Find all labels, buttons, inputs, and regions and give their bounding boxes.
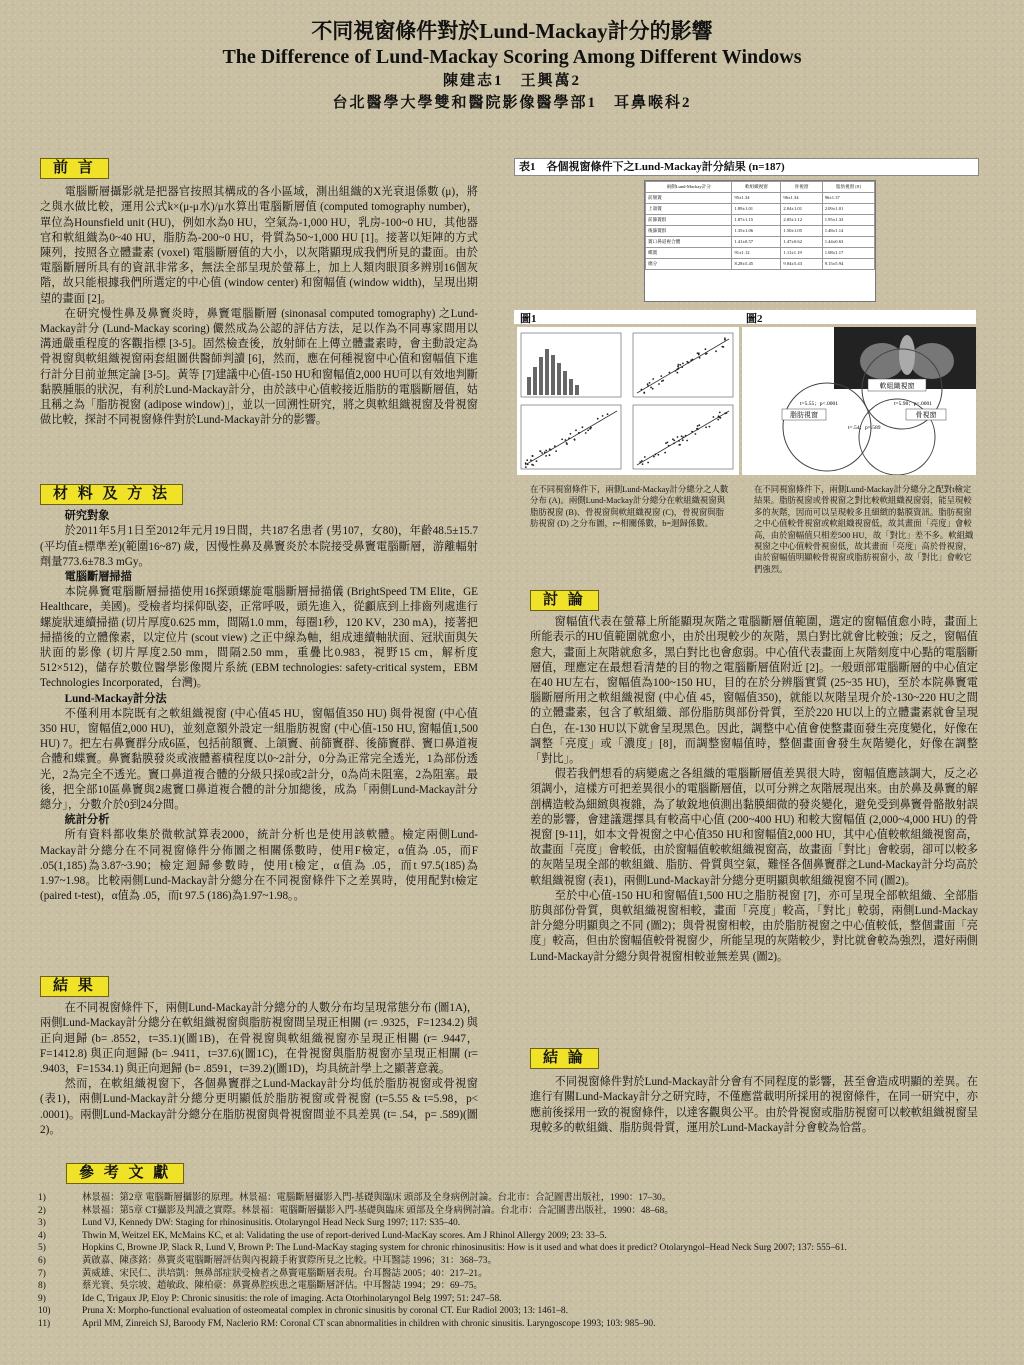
scatter-dot (724, 412, 726, 414)
figure-2-caption: 在不同視窗條件下，兩側Lund-Mackay計分總分之配對t檢定結果。脂肪視窗或骨視窗之對比較軟組織視窗弱，能呈現較多的灰階，因而可以呈現較多且細緻的黏膜資訊。脂肪視窗之中心值較骨視窗或軟組織視窗低，故其畫面「亮度」會較高，由於窗幅值只相差500 HU，故「對比」差不多。軟組織視窗之中心值較骨視窗低，故其畫面「亮度」高於骨視窗，由於窗幅值明顯較骨視窗或脂肪視窗小，故「對比」會較它們強烈。 (754, 485, 974, 574)
scatter-dot (566, 442, 568, 444)
scatter-dot (602, 415, 604, 417)
reference-item: 7) 黃威雄、宋民仁、洪培凱：無鼻部症狀受檢者之鼻竇電腦斷層表現。台耳醫誌 2005；40：217–21。 (38, 1268, 488, 1279)
scatter-dot (675, 370, 677, 372)
table-1 (644, 180, 876, 302)
table-cell: 96±1.37 (822, 193, 874, 204)
scatter-dot (525, 466, 527, 468)
discussion-section (530, 590, 978, 965)
scatter-dot (679, 364, 681, 366)
scatter-dot (682, 363, 684, 365)
scatter-dot (650, 387, 652, 389)
scatter-dot (698, 354, 700, 356)
venn-label-bone: 骨視窗 (915, 411, 937, 419)
scatter-dot (685, 435, 687, 437)
table-cell: 上頜竇 (646, 204, 732, 215)
table-cell: 9.15±5.94 (822, 259, 874, 270)
methods-subheading-stats: 統計分析 (64, 814, 110, 827)
poster-header (0, 18, 1024, 114)
results-heading: 結 果 (40, 976, 109, 997)
table-cell: 1.87±1.15 (732, 215, 781, 226)
table-cell: 後篩竇群 (646, 226, 732, 237)
figure-1-graphic (517, 327, 739, 475)
table-row (646, 193, 875, 204)
results-paragraph-2: 然而，在軟組織視窗下，各個鼻竇群之Lund-Mackay計分均低於脂肪視窗或骨視窗 (表1)，兩側Lund-Mackay計分總分更明顯低於脂肪視窗或骨視窗 (t=5.55 & t=5.98，p< .0001)。兩側Lund-Mackay計分總分在脂肪視窗與骨視窗間並不具差異 (t= .54，p= .589)(圖2)。 (40, 1078, 478, 1136)
affiliation: 台北醫學大學雙和醫院影像醫學部1 耳鼻喉科2 (332, 95, 692, 111)
scatter-dot (549, 454, 551, 456)
methods-section (40, 484, 478, 904)
scatter-dot (682, 436, 684, 438)
table-cell: 9.04±5.43 (781, 259, 822, 270)
reference-item: 2) 林景福：第5章 CT攝影及判讀之實際。林景福：電腦斷層攝影入門-基礎與臨床 頭部及全身病例討論。台北市：合記圖書出版社，1990：48–68。 (38, 1205, 674, 1216)
scatter-dot (647, 383, 649, 385)
table-cell: 竇口鼻道複合體 (646, 237, 732, 248)
figure-1-panels (517, 327, 739, 475)
methods-subheading-scoring: Lund-Mackay計分法 (64, 692, 167, 705)
table-cell: 95±1.34 (732, 193, 781, 204)
scatter-dot (655, 454, 657, 456)
scatter-dot (639, 461, 641, 463)
intro-heading: 前 言 (40, 158, 109, 179)
discussion-paragraph-3: 至於中心值-150 HU和窗幅值1,500 HU之脂肪視窗 [7]，亦可呈現全部軟組織、全部脂肪與部份骨質，與軟組織視窗相較，畫面「亮度」較高，「對比」較弱，兩側Lund-Mackay計分總分明顯與之不同 (圖2)；與骨視窗相較，由於脂肪視窗之中心值較低，整個畫面「亮度」較高，但由於窗幅值較骨視窗少，所能呈現的灰階較少，對比就會較為強烈，還好兩側Lund-Mackay計分總分與骨視窗相較並無差異 (圖2)。 (530, 889, 978, 963)
scatter-dot (561, 438, 563, 440)
table-1-title: 表1 各個視窗條件下之Lund-Mackay計分結果 (n=187) (514, 158, 979, 176)
reference-item: 6) 黃啟嘉、陳彥銘：鼻竇炎電腦斷層評估與內視鏡手術實際所見之比較。中耳醫誌 1996；31：368–73。 (38, 1255, 497, 1266)
scatter-dot (673, 443, 675, 445)
table-header: 骨視窗 (781, 182, 822, 193)
venn-stat-3: t=.54；p=.589 (848, 425, 881, 431)
conclusion-paragraph: 不同視窗條件對於Lund-Mackay計分會有不同程度的影響，甚至會造成明顯的差異。在進行有關Lund-Mackay計分之研究時，不僅應當載明所採用的視窗條件，在同一研究中，亦應前後採用一致的視窗條件，以達客觀與公平。由於骨視窗或脂肪視窗可以較軟組織視窗呈現較多的軟組織、脂肪與骨質，運用於Lund-Mackay計分會較為恰當。 (530, 1076, 978, 1134)
reference-item: 4) Thwin M, Weitzel EK, McMains KC, et al: Validating the use of report-derived Lund-MacKay scores. Am J Rhinol Allergy 2009; 23: 33–5. (38, 1230, 607, 1241)
discussion-paragraph-2: 假若我們想看的病變處之各組織的電腦斷層值差異很大時，窗幅值應該調大，反之必須調小，這樣方可把差異很小的電腦斷層值，以可分辨之灰階展現出來。由於鼻及鼻竇的解剖構造較為細緻與複雜，為了敏銳地偵測出黏膜細微的發炎變化，避免受到鼻竇骨骼散射誤差的影響，會建議選擇具有較高中心值 (200~400 HU) 和較大窗幅值 (2,000~4,000 HU) 的骨視窗 [9-11]，如本文骨視窗之中心值350 HU和窗幅值2,000 HU，其中心值較軟組織視窗高，故畫面「亮度」會較低，由於窗幅值較軟組織視窗高，故畫面「對比」會較弱，卻可以較多的灰階呈現全部的軟組織、脂肪、骨質與空氣，難怪各個鼻竇群之Lund-Mackay計分均高於軟組織視窗 (表1)，兩側Lund-Mackay計分總分更明顯與軟組織視窗不同 (圖2)。 (530, 768, 978, 887)
scatter-dot (709, 426, 711, 428)
title-english: The Difference of Lund-Mackay Scoring Among Different Windows (222, 46, 802, 68)
reference-item: 5) Hopkins C, Browne JP, Slack R, Lund V, Brown P: The Lund-MacKay staging system for chronic rhinosinusitis: How is it used and what does it predict? Otolaryngol–Head Neck Surg 2007; 137: 555–61. (38, 1243, 847, 1254)
results-section (40, 976, 478, 1138)
figure-label-bar (514, 310, 976, 324)
scatter-dot (718, 417, 720, 419)
scatter-dot (705, 348, 707, 350)
venn-label-soft: 軟組織視窗 (879, 382, 915, 390)
reference-item: 9) Ide C, Trigaux JP, Eloy P: Chronic sinusitis: the role of imaging. Acta Otorhinolaryngol Belg 1997; 51: 247–58. (38, 1293, 502, 1304)
scatter-dot (554, 445, 556, 447)
scatter-dot (717, 419, 719, 421)
venn-label-fat: 脂肪視窗 (790, 411, 818, 419)
scatter-dot (669, 372, 671, 374)
table-cell: 1.35±1.06 (732, 226, 781, 237)
scatter-dot (678, 367, 680, 369)
scatter-dot (644, 456, 646, 458)
title-chinese: 不同視窗條件對於Lund-Mackay計分的影響 (311, 19, 713, 43)
table-cell: 1.89±1.01 (732, 204, 781, 215)
scatter-dot (531, 464, 533, 466)
scatter-dot (695, 433, 697, 435)
scatter-dot (641, 389, 643, 391)
scatter-dot (705, 353, 707, 355)
scatter-dot (525, 462, 527, 464)
scatter-dot (692, 359, 694, 361)
table-cell: 2.09±1.01 (822, 204, 874, 215)
table-cell: 8.28±5.45 (732, 259, 781, 270)
scatter-dot (642, 463, 644, 465)
scatter-dot (649, 382, 651, 384)
table-cell: 1.44±0.63 (822, 237, 874, 248)
venn-stat-1: t=5.55；p<.0001 (800, 401, 838, 407)
scatter-dot (652, 388, 654, 390)
scatter-dot (578, 432, 580, 434)
scatter-dot (590, 427, 592, 429)
scatter-dot (652, 378, 654, 380)
figure-2-label: 圖2 (746, 313, 763, 325)
scatter-dot (549, 448, 551, 450)
scatter-dot (544, 451, 546, 453)
methods-paragraph-scoring: 不僅利用本院既有之軟組織視窗 (中心值45 HU，窗幅值350 HU) 與骨視窗 (中心值350 HU，窗幅值2,000 HU)，並刻意額外設定一組脂肪視窗 (中心值-150 HU, 窗幅值1,500 HU) 7。把左右鼻竇群分成6區，包括前額竇、上頜竇、前篩竇群、後篩竇群、竇口鼻道複合體和蝶竇。鼻竇黏膜發炎或液體蓄積程度以0~2計分，0分為正常完全透光，1為部份透光，2為完全不透光。竇口鼻道複合體的分級只採0或2計分，0為尚未阻塞，2為阻塞。最後，把全部10區鼻竇與2處竇口鼻道複合體的計分加總後，成為「兩側Lund-Mackay計分總分」，分數介於0到24分間。 (40, 707, 478, 812)
results-paragraph-1: 在不同視窗條件下，兩側Lund-Mackay計分總分的人數分布均呈現常態分布 (圖1A)，兩側Lund-Mackay計分總分在軟組織視窗與脂肪視窗間呈現正相關 (r= .9325，F=1234.2) 與正向迴歸 (b= .8552，t=35.1)(圖1B)，在骨視窗與軟組織視窗亦呈現正相關 (r= .9447，F=1412.8) 與正向迴歸 (b= .9411，t=37.6)(圖1C)，在骨視窗與脂肪視窗亦呈現正相關 (r= .9403，F=1534.1) 與正向迴歸 (b= .8591，t=39.2)(圖1D)，均具統計學上之顯著意義。 (40, 1002, 478, 1076)
scatter-dot (647, 462, 649, 464)
scatter-dot (575, 429, 577, 431)
scatter-dot (678, 364, 680, 366)
table-cell: 1.41±0.57 (732, 237, 781, 248)
methods-paragraph-ct: 本院鼻竇電腦斷層掃描使用16探頭螺旋電腦斷層掃描儀 (BrightSpeed TM Elite，GE Healthcare，美國)。受檢者均採仰臥姿，正常呼吸，頭先進入，從顱底到上排齒列處進行螺旋狀連續掃描 (切片厚度0.625 mm，間隔1.0 mm，每圈1秒，120 KV，230 mA)，接著把掃描後的立體像素，以定位片 (scout view) 之正中線為軸，組成連續軸狀面、冠狀面與矢狀面的影像 (切片厚度2.50 mm，間隔2.50 mm，重疊比0.983，視野15 cm，解析度512×512)，儲存於數位醫學影像閱片系統 (EBM technologies: safety-critical system，EBM Technologies Incorporated，台灣)。 (40, 586, 478, 690)
scatter-dot (698, 424, 700, 426)
scatter-dot (539, 450, 541, 452)
scatter-dot (526, 459, 528, 461)
scatter-dot (677, 365, 679, 367)
scatter-dot (574, 439, 576, 441)
intro-section (40, 158, 478, 428)
scatter-dot (607, 413, 609, 415)
figure-2-graphic (742, 327, 976, 475)
table-cell: 1.11±1.19 (781, 248, 822, 259)
scatter-dot (532, 455, 534, 457)
scatter-dot (724, 339, 726, 341)
scatter-dot (691, 431, 693, 433)
methods-paragraph-stats: 所有資料都收集於微軟試算表2000，統計分析也是使用該軟體。檢定兩側Lund-Mackay計分總分在不同視窗條件分佈圖之相關係數時，使用F檢定，α值為 .05，而F .05(1,185)為3.87~3.90；檢定迴歸參數時，使用t檢定，α值為 .05，而t 97.5(185)為1.97~1.98。比較兩側Lund-Mackay計分總分在不同視窗條件下之差異時，使用配對t檢定 (paired t-test)，α值為 .05，而t 97.5 (186)為1.97~1.98。。 (40, 829, 478, 903)
scatter-dot (587, 429, 589, 431)
discussion-paragraph-1: 窗幅值代表在螢幕上所能顯現灰階之電腦斷層值範圍，選定的窗幅值愈小時，畫面上所能表示的HU值範圍就愈小，由於出現較少的灰階，黑白對比就會比較強；反之，窗幅值愈大，畫面上灰階就愈多，黑白對比也會愈弱。中心值代表畫面上灰階刻度中心點的電腦斷層值，理應定在最想看清楚的目的物之電腦斷層值附近 [2]。一般頭部電腦斷層的中心值定在40 HU左右，窗幅值為100~150 HU，目的在於分辨腦實質 (25~35 HU)，至於本院鼻竇電腦斷層所用之軟組織視窗 (中心值 45，窗幅值350)，就能以灰階呈現介於-130~220 HU之間的立體畫素，包含了軟組織、部份脂肪與部份骨質，至於220 HU以上的立體畫素就會呈現白色，在-130 HU以下就會呈現黑色。因此，調整中心值會使整畫面發生亮度變化，好像在調整「亮度」或「濃度」[8]，而調整窗幅值時，整個畫面會發生灰階變化，好像在調整「對比」。 (530, 616, 978, 766)
intro-paragraph-1: 電腦斷層攝影就是把器官按照其構成的各小區域，測出組織的X光衰退係數 (μ)，將之與水做比較，運用公式k×(μ-μ水)/μ水算出電腦斷層值 (computed tomography number)，單位為Hounsfield unit (HU)，例如水為0 HU，空氣為-1,000 HU，乳房-100~0 HU，其他器官和軟組織為0~40 HU，脂肪為-200~0 HU，骨質為50~1,000 HU [1]。接著以矩陣的方式陳列，按照各立體畫素 (voxel) 電腦斷層值的大小，以灰階顯現成我們所見的畫面。由於電腦斷層所具有的資訊非常多，無法全部呈現於螢幕上，加上人類肉眼頂多辨別16個灰階，故只能根據我們所選定的中心值 (window center) 和窗幅值 (window width)，呈現出期望的畫面 [2]。 (40, 186, 478, 305)
scatter-dot (715, 350, 717, 352)
scatter-dot (713, 416, 715, 418)
scatter-dot (667, 442, 669, 444)
scatter-dot (658, 383, 660, 385)
scatter-dot (545, 455, 547, 457)
table-row (646, 259, 875, 270)
methods-paragraph-subjects: 於2011年5月1日至2012年元月19日間，共187名患者 (男107，女80)，年齡48.5±15.7 (平均值±標準差)(範圍16~87) 歲，因慢性鼻及鼻竇炎於本院接受鼻竇電腦斷層，游離輻射劑量773.6±78.3 mGy。 (40, 525, 478, 568)
scatter-dot (696, 428, 698, 430)
scatter-dot (660, 375, 662, 377)
scatter-dot (541, 452, 543, 454)
references-list (38, 1192, 978, 1331)
scatter-dot (661, 380, 663, 382)
reference-item: 11) April MM, Zinreich SJ, Baroody FM, Naclerio RM: Coronal CT scan abnormalities in children with chronic sinusitis. Laryngoscope 1993; 103: 985–90. (38, 1318, 656, 1329)
intro-paragraph-2: 在研究慢性鼻及鼻竇炎時，鼻竇電腦斷層 (sinonasal computed tomography) 之Lund-Mackay計分 (Lund-Mackay scoring) 儼然成為公認的評估方法，足以作為不同專家間用以溝通嚴重程度的客觀指標 [3-5]。固然檢查後，放射師在上傳立體畫素時，會主動設定為骨視窗與軟組織視窗兩套組圖供醫師判讀 [6]，然而，應在何種視窗中心值和窗幅值下進行計分目前並無定論 [3-5]。黃等 [7]建議中心值-150 HU和窗幅值2,000 HU可以有效地判斷黏膜腫脹的狀況，有利於Lund-Mackay計分，由於該中心值較接近脂肪的電腦斷層值，姑且稱之為「脂肪視窗 (adipose window)」，並以一回溯性研究，將之與軟組織視窗及骨視窗做比較，探討不同視窗條件對於Lund-Mackay計分的影響。 (40, 307, 478, 427)
scatter-dot (568, 437, 570, 439)
scatter-dot (643, 392, 645, 394)
scatter-dot (677, 372, 679, 374)
conclusion-heading: 結 論 (530, 1048, 599, 1069)
figure-1-caption: 在不同視窗條件下，兩側Lund-Mackay計分總分之人數分布 (A)。兩側Lund-Mackay計分總分在軟組織視窗與脂肪視窗 (B)、骨視窗與軟組織視窗 (C)，骨視窗與脂肪視窗 (D) 之分布圖，r=相關係數，b=迴歸係數。 (530, 485, 729, 529)
scatter-dot (686, 361, 688, 363)
scatter-dot (681, 435, 683, 437)
scatter-dot (545, 450, 547, 452)
table-cell: 91±1.12 (732, 248, 781, 259)
scatter-dot (565, 439, 567, 441)
table-cell: 總分 (646, 259, 732, 270)
table-row (646, 248, 875, 259)
table-cell: 1.47±0.62 (781, 237, 822, 248)
scatter-dot (570, 433, 572, 435)
methods-heading: 材 料 及 方 法 (40, 484, 183, 505)
figure-2-panel (742, 327, 976, 475)
reference-item: 8) 蔡光寰、吳宗坡、趙敏政、陳柏豪：鼻竇鼻腔疾患之電腦斷層評估。中耳醫誌 1994；29：69–75。 (38, 1281, 483, 1292)
scatter-dot (585, 432, 587, 434)
scatter-dot (664, 452, 666, 454)
scatter-dot (530, 459, 532, 461)
scatter-dot (719, 412, 721, 414)
table-header: 兩側Lund-Mackay計分 (646, 182, 732, 193)
table-header: 脂肪視窗 [8] (822, 182, 874, 193)
methods-subheading-subjects: 研究對象 (64, 510, 110, 523)
discussion-heading: 討 論 (530, 590, 599, 611)
table-header: 軟組織視窗 (732, 182, 781, 193)
scatter-dot (597, 418, 599, 420)
table-1-grid (645, 181, 875, 270)
table-cell: 1.48±1.14 (822, 226, 874, 237)
methods-subheading-ct: 電腦斷層掃描 (64, 571, 132, 584)
table-row (646, 237, 875, 248)
reference-item: 1) 林景福：第2章 電腦斷層攝影的原理。林景福：電腦斷層攝影入門-基礎與臨床 頭部及全身病例討論。台北市：合記圖書出版社，1990：17–30。 (38, 1193, 672, 1203)
scatter-dot (721, 346, 723, 348)
scatter-dot (555, 450, 557, 452)
scatter-dot (641, 460, 643, 462)
table-cell: 1.95±1.33 (822, 215, 874, 226)
table-row (646, 204, 875, 215)
scatter-dot (681, 366, 683, 368)
table-cell: 前篩竇群 (646, 215, 732, 226)
venn-stat-2: t=5.98；p<.0001 (894, 401, 932, 407)
scatter-dot (647, 385, 649, 387)
authors: 陳建志1 王興萬2 (442, 73, 581, 89)
reference-item: 3) Lund VJ, Kennedy DW: Staging for rhinosinusitis. Otolaryngol Head Neck Surg 1997; 117: S35–40. (38, 1218, 461, 1229)
scatter-dot (679, 444, 681, 446)
scatter-dot (653, 456, 655, 458)
table-cell: 1.50±1.05 (781, 226, 822, 237)
scatter-dot (686, 440, 688, 442)
scatter-dot (677, 436, 679, 438)
scatter-dot (536, 460, 538, 462)
conclusion-section (530, 1048, 978, 1136)
figure-1-label: 圖1 (520, 313, 537, 325)
references-heading: 參 考 文 獻 (66, 1163, 184, 1184)
scatter-dot (682, 439, 684, 441)
scatter-dot (705, 426, 707, 428)
table-cell: 前額竇 (646, 193, 732, 204)
table-cell: 蝶竇 (646, 248, 732, 259)
scatter-dot (668, 445, 670, 447)
table-row (646, 226, 875, 237)
scatter-dot (673, 440, 675, 442)
table-cell: 2.05±1.12 (781, 215, 822, 226)
scatter-dot (527, 464, 529, 466)
scatter-dot (658, 454, 660, 456)
scatter-dot (672, 438, 674, 440)
reference-item: 10) Pruna X: Morpho-functional evaluation of osteomeatal complex in chronic sinusitis by coronal CT. Eur Radiol 2003; 13: 1461–8. (38, 1306, 568, 1317)
scatter-dot (582, 426, 584, 428)
table-row (646, 215, 875, 226)
scatter-dot (678, 440, 680, 442)
table-cell: 2.04±1.01 (781, 204, 822, 215)
table-cell: 1.08±1.17 (822, 248, 874, 259)
references-heading-wrap (66, 1163, 266, 1184)
scatter-dot (699, 357, 701, 359)
table-cell: 96±1.34 (781, 193, 822, 204)
scatter-dot (697, 425, 699, 427)
